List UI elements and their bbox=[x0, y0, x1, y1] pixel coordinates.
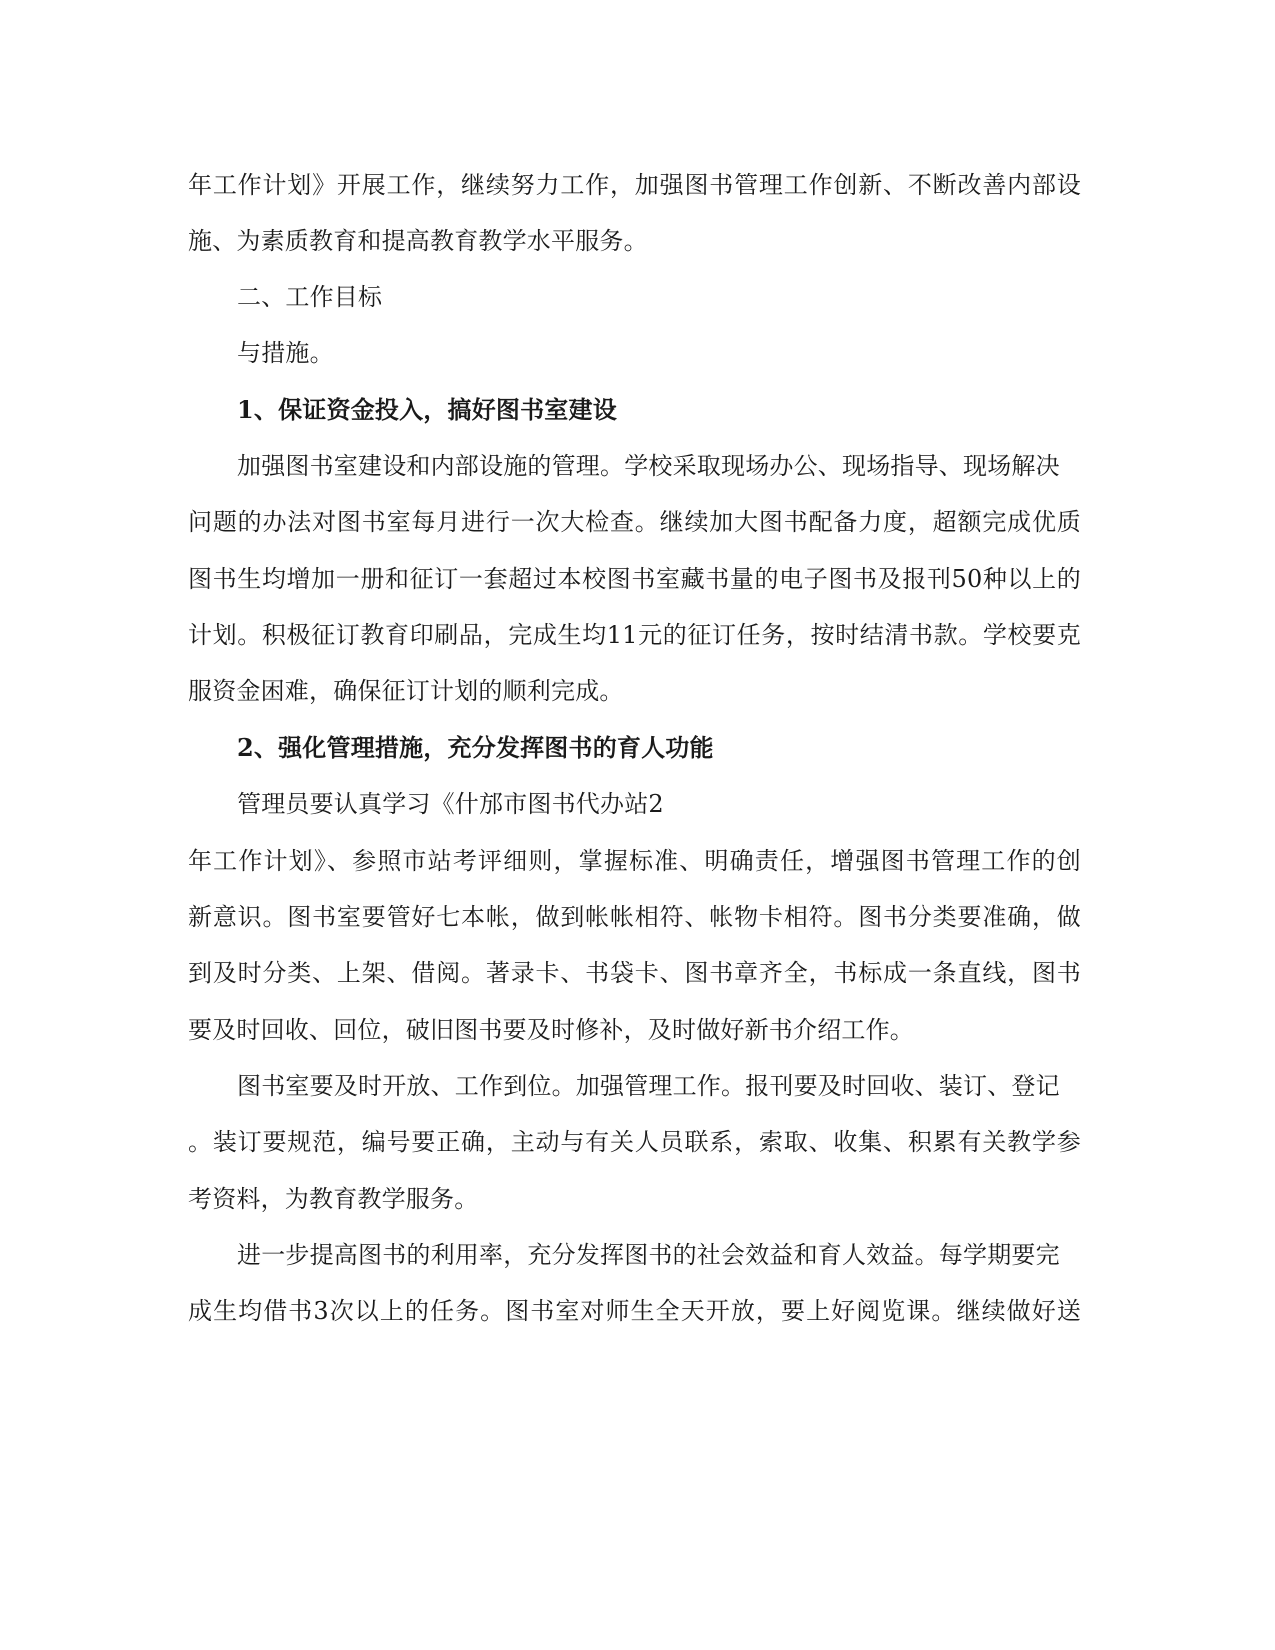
paragraph-line: 与措施。 bbox=[237, 339, 334, 367]
paragraph-line: 服资金困难，确保征订计划的顺利完成。 bbox=[188, 677, 624, 705]
paragraph-line: 问题的办法对图书室每月进行一次大检查。继续加大图书配备力度，超额完成优质 bbox=[188, 508, 1081, 536]
subsection-heading: 1、保证资金投入，搞好图书室建设 bbox=[237, 395, 617, 424]
paragraph-line: 图书室要及时开放、工作到位。加强管理工作。报刊要及时回收、装订、登记 bbox=[237, 1072, 1060, 1100]
paragraph-line: 计划。积极征订教育印刷品，完成生均11元的征订任务，按时结清书款。学校要克 bbox=[188, 621, 1081, 649]
paragraph-line: 管理员要认真学习《什邡市图书代办站2 bbox=[237, 790, 664, 818]
paragraph-line: 进一步提高图书的利用率，充分发挥图书的社会效益和育人效益。每学期要完 bbox=[237, 1241, 1060, 1269]
section-heading: 二、工作目标 bbox=[237, 283, 383, 311]
paragraph-line: 新意识。图书室要管好七本帐，做到帐帐相符、帐物卡相符。图书分类要准确，做 bbox=[188, 903, 1081, 931]
paragraph-line: 年工作计划》、参照市站考评细则，掌握标准、明确责任，增强图书管理工作的创 bbox=[188, 847, 1081, 875]
paragraph-line: 。装订要规范，编号要正确，主动与有关人员联系，索取、收集、积累有关教学参 bbox=[188, 1128, 1081, 1156]
paragraph-line: 成生均借书3次以上的任务。图书室对师生全天开放，要上好阅览课。继续做好送 bbox=[188, 1297, 1081, 1325]
paragraph-line: 要及时回收、回位，破旧图书要及时修补，及时做好新书介绍工作。 bbox=[188, 1016, 914, 1044]
subsection-heading: 2、强化管理措施，充分发挥图书的育人功能 bbox=[237, 733, 714, 762]
paragraph-line: 施、为素质教育和提高教育教学水平服务。 bbox=[188, 227, 648, 255]
paragraph-line: 考资料，为教育教学服务。 bbox=[188, 1185, 479, 1213]
paragraph-line: 图书生均增加一册和征订一套超过本校图书室藏书量的电子图书及报刊50种以上的 bbox=[188, 565, 1081, 593]
paragraph-line: 加强图书室建设和内部设施的管理。学校采取现场办公、现场指导、现场解决 bbox=[237, 452, 1060, 480]
paragraph-line: 到及时分类、上架、借阅。著录卡、书袋卡、图书章齐全，书标成一条直线，图书 bbox=[188, 959, 1081, 987]
paragraph-line: 年工作计划》开展工作，继续努力工作，加强图书管理工作创新、不断改善内部设 bbox=[188, 171, 1081, 199]
